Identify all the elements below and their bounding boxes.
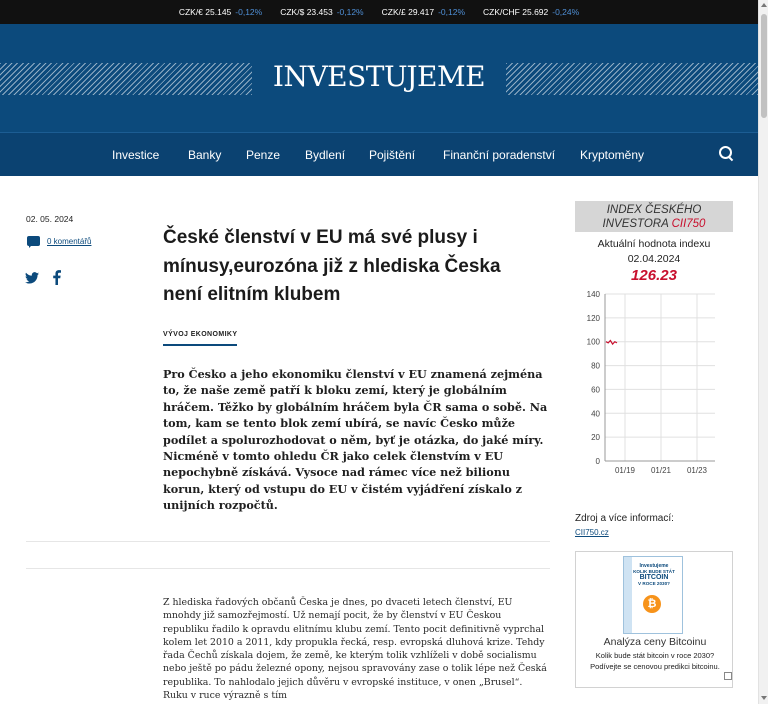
index-value: 126.23 [631,267,677,284]
currency-ticker [0,0,758,24]
comment-icon[interactable] [27,236,40,246]
twitter-icon[interactable] [25,272,39,284]
ticker-item: CZK/CHF 25.692 -0,24% [483,7,580,17]
divider [26,541,550,542]
divider [26,568,550,569]
nav-item-investice[interactable]: Investice [112,148,160,162]
index-chart [575,286,733,486]
article-category[interactable]: VÝVOJ EKONOMIKY [163,331,237,346]
article-body: Z hlediska řadových občanů Česka je dnes, po dvaceti letech členství, EU mnohdy již samozřejmostí. Už nemají pocit, že by členství v EU Českou republiku řadilo k opravdu elitnímu klubu zemí. Tento pocit definitivně vyprchal kolem let 2010 a 2011, kdy propukla řecká, resp. evropská dluhová krize. Tehdy řada Čechů získala dojem, že země, ke kterým tolik vzhlíželi v době socialismu nebo ještě po pádu železné opony, nejsou spravovány zase o tolik lépe než Česká republika. To nahlodalo jejich důvěru v evropské instituce, v onen „Brusel“. Ruku v ruce výrazně s tím [163,597,547,702]
ad-info-icon[interactable] [724,672,732,680]
y-tick-label: 60 [591,385,600,395]
y-tick-label: 0 [595,457,600,466]
search-icon[interactable] [719,146,733,160]
main-nav [0,132,758,176]
ad-text: Kolik bude stát bitcoin v roce 2030? Podívejte se cenovou predikci bitcoinu. [590,651,720,671]
widget-title: INDEX ČESKÉHO INVESTORA CII750 [575,201,733,232]
scrollbar[interactable] [758,0,768,704]
article-title: České členství v EU má své plusy i mínusy,eurozóna již z hlediska Česka není elitním klubem [163,227,501,305]
scroll-down-arrow[interactable] [761,696,767,700]
ticker-item: CZK/€ 25.145 -0,12% [178,7,263,17]
nav-item-kryptomeny[interactable]: Kryptoměny [580,148,645,162]
scroll-up-arrow[interactable] [761,3,767,7]
source-label: Zdroj a více informací: [575,513,674,524]
nav-item-banky[interactable]: Banky [188,148,222,162]
y-tick-label: 100 [586,337,600,347]
facebook-icon[interactable] [52,270,61,285]
header-decoration-left [0,63,252,95]
bitcoin-ad[interactable] [575,551,733,688]
scrollbar-thumb[interactable] [761,14,767,118]
x-tick-label: 01/19 [614,466,636,475]
series-line [606,341,617,345]
y-tick-label: 40 [591,409,600,419]
nav-item-pojisteni[interactable]: Pojištění [369,148,416,162]
y-tick-label: 120 [586,313,600,323]
ticker-item: CZK/£ 29.417 -0,12% [381,7,466,17]
ebook-cover: Investujeme KOLIK BUDE STÁT BITCOIN V ROCE 2030? ₿ [623,556,683,634]
index-widget [575,201,733,506]
comments-link[interactable]: 0 komentářů [47,237,92,246]
site-logo[interactable]: INVESTUJEME [272,60,486,93]
x-tick-label: 01/21 [650,466,672,475]
widget-subtitle: Aktuální hodnota indexu 02.04.2024 [597,238,711,265]
y-tick-label: 80 [591,361,600,371]
x-tick-label: 01/23 [686,466,708,475]
nav-item-bydleni[interactable]: Bydlení [305,148,346,162]
ad-title[interactable]: Analýza ceny Bitcoinu [603,636,707,648]
y-tick-label: 140 [586,290,600,299]
article-date: 02. 05. 2024 [26,214,74,224]
bitcoin-icon: ₿ [643,595,661,613]
nav-item-penze[interactable]: Penze [246,148,281,162]
nav-item-financni-poradenstvi[interactable]: Finanční poradenství [443,148,556,162]
source-link[interactable]: CII750.cz [575,528,609,537]
ticker-item: CZK/$ 23.453 -0,12% [280,7,364,17]
header-decoration-right [506,63,758,95]
article-lead: Pro Česko a jeho ekonomiku členství v EU znamená zejména to, že naše země patří k bloku zemí, který je globálním hráčem. Těžko by globálním hráčem byla ČR sama o sobě. Na tom, kam se tento blok zemí ubírá, se navíc Česko může podílet a spolurozhodovat o něm, byť je otázka, do jaké míry. Nicméně v tomto ohledu ČR jako celek členstvím v EU nepochybně získává. Vysoce nad rámec více než bilionu korun, který od vstupu do EU v čistém vyjádření získalo z unijních rozpočtů. [163,367,548,513]
site-header [0,24,758,132]
y-tick-label: 20 [591,433,600,443]
